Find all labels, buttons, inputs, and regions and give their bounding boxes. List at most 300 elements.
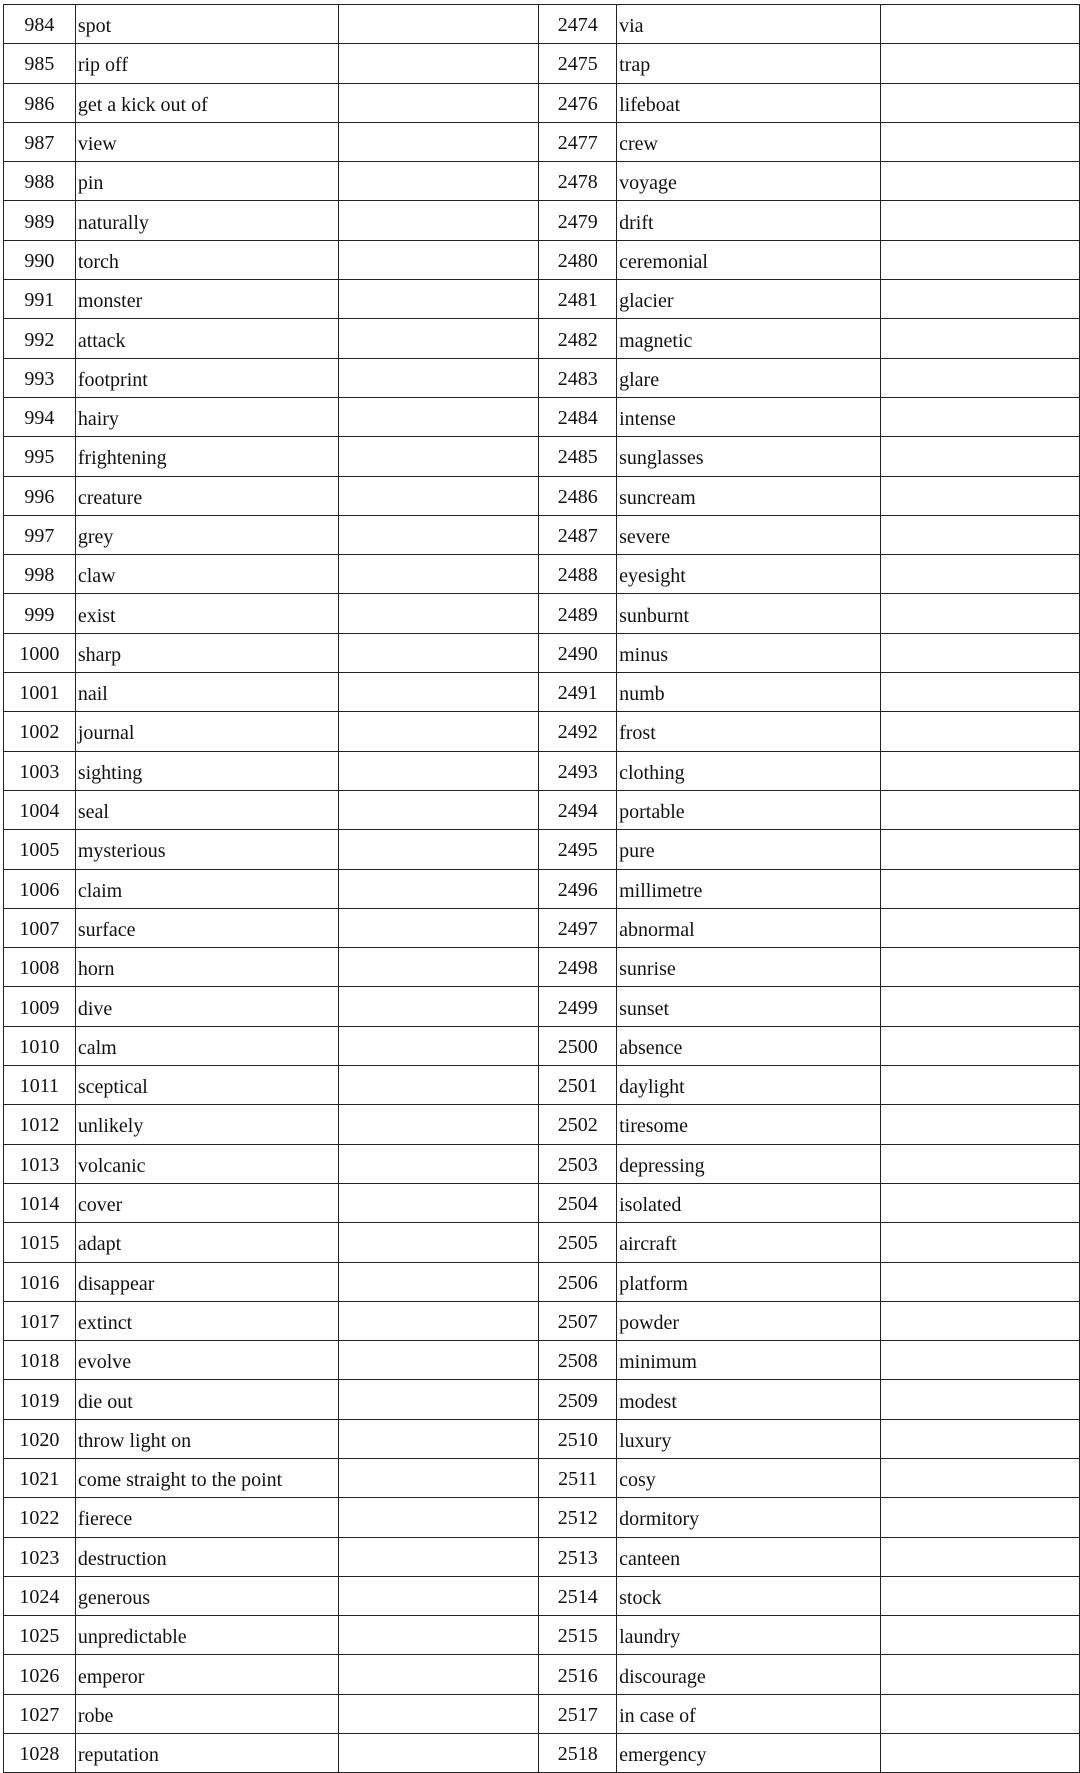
blank-cell-right	[881, 1301, 1080, 1340]
blank-cell-right	[881, 1026, 1080, 1065]
table-row	[4, 1380, 1080, 1419]
vocab-word-left: rip off	[75, 44, 339, 83]
table-row	[4, 869, 1080, 908]
blank-cell-right	[881, 555, 1080, 594]
blank-cell-right	[881, 1380, 1080, 1419]
entry-number-left: 1018	[4, 1341, 76, 1380]
table-row	[4, 201, 1080, 240]
entry-number-left: 1003	[4, 751, 76, 790]
vocab-word-left: frightening	[75, 437, 339, 476]
vocab-word-right: intense	[617, 397, 881, 436]
entry-number-right: 2476	[539, 83, 617, 122]
vocab-word-right: platform	[617, 1262, 881, 1301]
table-row	[4, 594, 1080, 633]
vocab-word-left: reputation	[75, 1734, 339, 1773]
entry-number-left: 986	[4, 83, 76, 122]
blank-cell-right	[881, 751, 1080, 790]
blank-cell-left	[339, 1026, 539, 1065]
entry-number-left: 997	[4, 515, 76, 554]
blank-cell-left	[339, 476, 539, 515]
vocab-word-left: exist	[75, 594, 339, 633]
blank-cell-right	[881, 1734, 1080, 1773]
table-row	[4, 1066, 1080, 1105]
blank-cell-right	[881, 1223, 1080, 1262]
vocab-word-left: get a kick out of	[75, 83, 339, 122]
entry-number-right: 2500	[539, 1026, 617, 1065]
entry-number-left: 1002	[4, 712, 76, 751]
entry-number-left: 1005	[4, 830, 76, 869]
vocab-word-right: drift	[617, 201, 881, 240]
vocab-word-right: stock	[617, 1576, 881, 1615]
blank-cell-right	[881, 437, 1080, 476]
entry-number-left: 991	[4, 280, 76, 319]
blank-cell-right	[881, 633, 1080, 672]
blank-cell-left	[339, 1066, 539, 1105]
vocab-word-right: minimum	[617, 1341, 881, 1380]
vocab-word-left: pin	[75, 162, 339, 201]
entry-number-right: 2478	[539, 162, 617, 201]
blank-cell-left	[339, 1616, 539, 1655]
vocab-word-left: calm	[75, 1026, 339, 1065]
entry-number-left: 988	[4, 162, 76, 201]
table-row	[4, 751, 1080, 790]
entry-number-right: 2496	[539, 869, 617, 908]
vocab-word-right: sunset	[617, 987, 881, 1026]
vocab-word-left: generous	[75, 1576, 339, 1615]
entry-number-right: 2494	[539, 790, 617, 829]
vocab-word-right: cosy	[617, 1458, 881, 1497]
blank-cell-right	[881, 1498, 1080, 1537]
blank-cell-left	[339, 358, 539, 397]
vocab-word-left: fierece	[75, 1498, 339, 1537]
blank-cell-right	[881, 830, 1080, 869]
table-row	[4, 1537, 1080, 1576]
table-row	[4, 673, 1080, 712]
blank-cell-right	[881, 1419, 1080, 1458]
entry-number-right: 2480	[539, 240, 617, 279]
blank-cell-right	[881, 476, 1080, 515]
blank-cell-left	[339, 1262, 539, 1301]
blank-cell-left	[339, 908, 539, 947]
entry-number-left: 1015	[4, 1223, 76, 1262]
vocab-word-right: sunglasses	[617, 437, 881, 476]
blank-cell-right	[881, 122, 1080, 161]
vocab-word-left: volcanic	[75, 1144, 339, 1183]
table-row	[4, 712, 1080, 751]
vocab-word-left: view	[75, 122, 339, 161]
vocab-word-left: torch	[75, 240, 339, 279]
vocab-word-right: pure	[617, 830, 881, 869]
entry-number-left: 998	[4, 555, 76, 594]
entry-number-left: 1013	[4, 1144, 76, 1183]
vocab-word-left: horn	[75, 948, 339, 987]
vocab-word-left: come straight to the point	[75, 1458, 339, 1497]
entry-number-left: 1024	[4, 1576, 76, 1615]
entry-number-right: 2488	[539, 555, 617, 594]
entry-number-right: 2502	[539, 1105, 617, 1144]
entry-number-left: 1019	[4, 1380, 76, 1419]
entry-number-left: 1011	[4, 1066, 76, 1105]
table-row	[4, 358, 1080, 397]
vocab-word-left: hairy	[75, 397, 339, 436]
vocab-word-right: crew	[617, 122, 881, 161]
entry-number-right: 2505	[539, 1223, 617, 1262]
vocab-word-right: depressing	[617, 1144, 881, 1183]
entry-number-left: 1020	[4, 1419, 76, 1458]
vocab-word-left: attack	[75, 319, 339, 358]
blank-cell-left	[339, 1105, 539, 1144]
table-row	[4, 1694, 1080, 1733]
table-row	[4, 555, 1080, 594]
blank-cell-left	[339, 633, 539, 672]
entry-number-left: 1021	[4, 1458, 76, 1497]
entry-number-left: 993	[4, 358, 76, 397]
entry-number-right: 2481	[539, 280, 617, 319]
entry-number-left: 990	[4, 240, 76, 279]
entry-number-left: 1016	[4, 1262, 76, 1301]
entry-number-right: 2509	[539, 1380, 617, 1419]
vocab-word-left: monster	[75, 280, 339, 319]
blank-cell-left	[339, 1537, 539, 1576]
blank-cell-left	[339, 673, 539, 712]
vocab-word-right: clothing	[617, 751, 881, 790]
vocab-word-left: robe	[75, 1694, 339, 1733]
blank-cell-left	[339, 948, 539, 987]
table-row	[4, 1262, 1080, 1301]
blank-cell-right	[881, 44, 1080, 83]
entry-number-left: 1028	[4, 1734, 76, 1773]
blank-cell-right	[881, 1537, 1080, 1576]
entry-number-right: 2493	[539, 751, 617, 790]
blank-cell-right	[881, 162, 1080, 201]
vocab-word-right: ceremonial	[617, 240, 881, 279]
entry-number-left: 1008	[4, 948, 76, 987]
vocab-word-left: throw light on	[75, 1419, 339, 1458]
blank-cell-right	[881, 908, 1080, 947]
table-row	[4, 319, 1080, 358]
blank-cell-right	[881, 594, 1080, 633]
table-row	[4, 397, 1080, 436]
blank-cell-right	[881, 673, 1080, 712]
vocab-word-right: trap	[617, 44, 881, 83]
blank-cell-right	[881, 1144, 1080, 1183]
entry-number-right: 2515	[539, 1616, 617, 1655]
blank-cell-left	[339, 162, 539, 201]
vocab-word-right: abnormal	[617, 908, 881, 947]
vocab-word-left: emperor	[75, 1655, 339, 1694]
vocabulary-table	[3, 4, 1080, 1773]
table-row	[4, 908, 1080, 947]
table-row	[4, 1301, 1080, 1340]
entry-number-left: 1006	[4, 869, 76, 908]
vocab-word-left: nail	[75, 673, 339, 712]
entry-number-left: 987	[4, 122, 76, 161]
table-row	[4, 1341, 1080, 1380]
vocab-word-left: adapt	[75, 1223, 339, 1262]
blank-cell-left	[339, 594, 539, 633]
blank-cell-right	[881, 1655, 1080, 1694]
blank-cell-left	[339, 1183, 539, 1222]
blank-cell-right	[881, 5, 1080, 44]
table-row	[4, 122, 1080, 161]
entry-number-right: 2497	[539, 908, 617, 947]
entry-number-right: 2508	[539, 1341, 617, 1380]
entry-number-left: 1025	[4, 1616, 76, 1655]
vocab-word-left: journal	[75, 712, 339, 751]
vocab-word-left: naturally	[75, 201, 339, 240]
entry-number-left: 1001	[4, 673, 76, 712]
vocab-word-left: dive	[75, 987, 339, 1026]
blank-cell-left	[339, 1341, 539, 1380]
blank-cell-right	[881, 1458, 1080, 1497]
entry-number-right: 2495	[539, 830, 617, 869]
entry-number-left: 1010	[4, 1026, 76, 1065]
vocab-word-right: dormitory	[617, 1498, 881, 1537]
blank-cell-right	[881, 1105, 1080, 1144]
blank-cell-left	[339, 987, 539, 1026]
table-row	[4, 83, 1080, 122]
table-row	[4, 1498, 1080, 1537]
vocab-word-right: minus	[617, 633, 881, 672]
entry-number-left: 1023	[4, 1537, 76, 1576]
blank-cell-left	[339, 555, 539, 594]
vocab-word-right: sunburnt	[617, 594, 881, 633]
table-row	[4, 1458, 1080, 1497]
vocab-word-right: lifeboat	[617, 83, 881, 122]
entry-number-right: 2475	[539, 44, 617, 83]
entry-number-right: 2485	[539, 437, 617, 476]
vocab-word-right: glare	[617, 358, 881, 397]
entry-number-right: 2501	[539, 1066, 617, 1105]
entry-number-left: 1000	[4, 633, 76, 672]
blank-cell-right	[881, 1616, 1080, 1655]
vocab-word-left: disappear	[75, 1262, 339, 1301]
entry-number-left: 1012	[4, 1105, 76, 1144]
entry-number-right: 2514	[539, 1576, 617, 1615]
blank-cell-left	[339, 751, 539, 790]
vocab-word-left: destruction	[75, 1537, 339, 1576]
blank-cell-left	[339, 1694, 539, 1733]
entry-number-left: 1009	[4, 987, 76, 1026]
entry-number-right: 2503	[539, 1144, 617, 1183]
vocab-word-left: cover	[75, 1183, 339, 1222]
vocab-word-right: tiresome	[617, 1105, 881, 1144]
blank-cell-right	[881, 1262, 1080, 1301]
vocab-word-left: sceptical	[75, 1066, 339, 1105]
blank-cell-left	[339, 5, 539, 44]
vocab-word-left: spot	[75, 5, 339, 44]
entry-number-left: 996	[4, 476, 76, 515]
blank-cell-right	[881, 319, 1080, 358]
entry-number-left: 985	[4, 44, 76, 83]
blank-cell-left	[339, 44, 539, 83]
blank-cell-right	[881, 987, 1080, 1026]
entry-number-left: 1027	[4, 1694, 76, 1733]
blank-cell-left	[339, 122, 539, 161]
table-row	[4, 280, 1080, 319]
vocab-word-right: aircraft	[617, 1223, 881, 1262]
vocab-word-right: numb	[617, 673, 881, 712]
table-row	[4, 1026, 1080, 1065]
entry-number-right: 2474	[539, 5, 617, 44]
entry-number-left: 999	[4, 594, 76, 633]
blank-cell-right	[881, 1694, 1080, 1733]
blank-cell-left	[339, 515, 539, 554]
blank-cell-right	[881, 240, 1080, 279]
entry-number-right: 2504	[539, 1183, 617, 1222]
table-row	[4, 240, 1080, 279]
entry-number-right: 2490	[539, 633, 617, 672]
table-row	[4, 437, 1080, 476]
table-row	[4, 790, 1080, 829]
blank-cell-left	[339, 83, 539, 122]
blank-cell-right	[881, 397, 1080, 436]
vocab-word-right: absence	[617, 1026, 881, 1065]
blank-cell-left	[339, 869, 539, 908]
vocab-word-left: sharp	[75, 633, 339, 672]
table-row	[4, 1105, 1080, 1144]
vocab-word-right: suncream	[617, 476, 881, 515]
table-row	[4, 5, 1080, 44]
vocab-word-left: seal	[75, 790, 339, 829]
entry-number-right: 2482	[539, 319, 617, 358]
vocab-word-left: evolve	[75, 1341, 339, 1380]
blank-cell-left	[339, 1734, 539, 1773]
blank-cell-left	[339, 437, 539, 476]
entry-number-left: 1026	[4, 1655, 76, 1694]
table-row	[4, 1655, 1080, 1694]
table-row	[4, 633, 1080, 672]
vocab-word-right: frost	[617, 712, 881, 751]
vocab-word-right: glacier	[617, 280, 881, 319]
table-row	[4, 162, 1080, 201]
entry-number-right: 2507	[539, 1301, 617, 1340]
vocab-word-left: die out	[75, 1380, 339, 1419]
vocab-word-right: voyage	[617, 162, 881, 201]
entry-number-right: 2510	[539, 1419, 617, 1458]
entry-number-left: 1007	[4, 908, 76, 947]
blank-cell-left	[339, 201, 539, 240]
entry-number-left: 992	[4, 319, 76, 358]
table-row	[4, 830, 1080, 869]
vocab-word-right: laundry	[617, 1616, 881, 1655]
vocab-word-left: footprint	[75, 358, 339, 397]
vocab-word-right: luxury	[617, 1419, 881, 1458]
vocab-word-right: severe	[617, 515, 881, 554]
blank-cell-left	[339, 319, 539, 358]
blank-cell-left	[339, 790, 539, 829]
blank-cell-left	[339, 1655, 539, 1694]
vocab-word-left: surface	[75, 908, 339, 947]
vocab-word-left: grey	[75, 515, 339, 554]
vocab-word-left: unpredictable	[75, 1616, 339, 1655]
entry-number-right: 2479	[539, 201, 617, 240]
vocab-word-right: sunrise	[617, 948, 881, 987]
blank-cell-right	[881, 280, 1080, 319]
blank-cell-right	[881, 201, 1080, 240]
vocab-word-left: claim	[75, 869, 339, 908]
table-row	[4, 987, 1080, 1026]
vocab-word-left: creature	[75, 476, 339, 515]
entry-number-left: 1004	[4, 790, 76, 829]
entry-number-right: 2492	[539, 712, 617, 751]
table-row	[4, 948, 1080, 987]
blank-cell-left	[339, 1576, 539, 1615]
blank-cell-right	[881, 1183, 1080, 1222]
entry-number-right: 2483	[539, 358, 617, 397]
blank-cell-right	[881, 790, 1080, 829]
table-row	[4, 1616, 1080, 1655]
blank-cell-right	[881, 1341, 1080, 1380]
table-row	[4, 1734, 1080, 1773]
blank-cell-left	[339, 280, 539, 319]
entry-number-right: 2484	[539, 397, 617, 436]
vocab-word-right: powder	[617, 1301, 881, 1340]
vocab-word-right: daylight	[617, 1066, 881, 1105]
entry-number-right: 2486	[539, 476, 617, 515]
vocab-word-left: mysterious	[75, 830, 339, 869]
blank-cell-left	[339, 240, 539, 279]
table-row	[4, 515, 1080, 554]
entry-number-right: 2498	[539, 948, 617, 987]
blank-cell-right	[881, 83, 1080, 122]
entry-number-left: 1014	[4, 1183, 76, 1222]
entry-number-right: 2511	[539, 1458, 617, 1497]
table-row	[4, 1419, 1080, 1458]
vocab-word-right: canteen	[617, 1537, 881, 1576]
vocab-word-right: portable	[617, 790, 881, 829]
entry-number-right: 2516	[539, 1655, 617, 1694]
blank-cell-right	[881, 1066, 1080, 1105]
blank-cell-right	[881, 869, 1080, 908]
entry-number-right: 2517	[539, 1694, 617, 1733]
entry-number-left: 989	[4, 201, 76, 240]
vocab-word-right: emergency	[617, 1734, 881, 1773]
blank-cell-left	[339, 1144, 539, 1183]
entry-number-right: 2518	[539, 1734, 617, 1773]
entry-number-right: 2499	[539, 987, 617, 1026]
vocab-word-right: eyesight	[617, 555, 881, 594]
vocab-word-right: modest	[617, 1380, 881, 1419]
blank-cell-left	[339, 1301, 539, 1340]
entry-number-right: 2491	[539, 673, 617, 712]
table-row	[4, 1183, 1080, 1222]
vocab-word-right: magnetic	[617, 319, 881, 358]
entry-number-left: 984	[4, 5, 76, 44]
blank-cell-right	[881, 1576, 1080, 1615]
entry-number-right: 2512	[539, 1498, 617, 1537]
entry-number-left: 1017	[4, 1301, 76, 1340]
vocab-word-right: via	[617, 5, 881, 44]
entry-number-right: 2506	[539, 1262, 617, 1301]
vocab-word-left: claw	[75, 555, 339, 594]
entry-number-right: 2477	[539, 122, 617, 161]
blank-cell-right	[881, 948, 1080, 987]
vocab-word-right: discourage	[617, 1655, 881, 1694]
blank-cell-left	[339, 1498, 539, 1537]
table-row	[4, 44, 1080, 83]
table-row	[4, 1144, 1080, 1183]
entry-number-right: 2513	[539, 1537, 617, 1576]
vocab-word-left: sighting	[75, 751, 339, 790]
table-row	[4, 1576, 1080, 1615]
blank-cell-left	[339, 397, 539, 436]
vocab-word-right: in case of	[617, 1694, 881, 1733]
vocab-word-right: millimetre	[617, 869, 881, 908]
blank-cell-right	[881, 515, 1080, 554]
blank-cell-right	[881, 712, 1080, 751]
blank-cell-left	[339, 712, 539, 751]
